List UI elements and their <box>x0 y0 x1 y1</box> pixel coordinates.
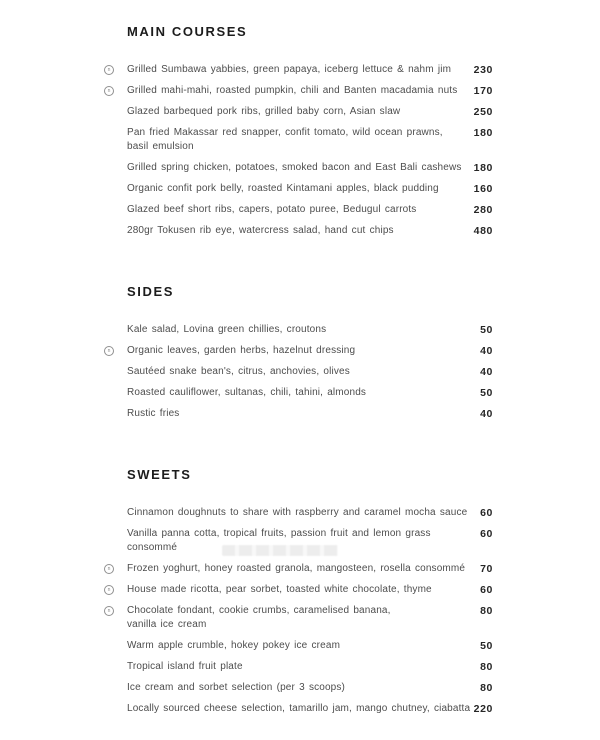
menu-section-sweets <box>107 467 493 716</box>
item-price: 250 <box>473 106 493 118</box>
menu-item <box>127 105 493 119</box>
menu-item <box>107 84 493 98</box>
item-description: Glazed beef short ribs, capers, potato puree, Bedugul carrots <box>127 204 417 215</box>
menu-item <box>107 562 493 576</box>
section-items <box>107 506 493 716</box>
dietary-icon-letter: n <box>107 66 111 73</box>
item-price: 40 <box>480 345 493 357</box>
section-title: MAIN COURSES <box>127 24 248 39</box>
item-price: 180 <box>473 162 493 174</box>
dietary-icon <box>104 65 114 75</box>
item-price: 60 <box>480 584 493 596</box>
menu-item <box>127 386 493 400</box>
item-description: Kale salad, Lovina green chillies, croutons <box>127 324 327 335</box>
menu-item <box>127 161 493 175</box>
menu-item <box>107 604 493 632</box>
item-price: 280 <box>473 204 493 216</box>
item-description: Rustic fries <box>127 408 180 419</box>
item-price: 80 <box>480 605 493 617</box>
dietary-icon <box>104 86 114 96</box>
menu-item <box>107 63 493 77</box>
menu-item <box>127 702 493 716</box>
item-price: 60 <box>480 528 493 540</box>
item-description: Pan fried Makassar red snapper, confit tomato, wild ocean prawns, basil emulsion <box>127 127 443 152</box>
section-title: SWEETS <box>127 467 192 482</box>
dietary-icon-letter: n <box>107 87 111 94</box>
section-items <box>107 323 493 421</box>
menu-item <box>127 224 493 238</box>
item-description: Grilled mahi-mahi, roasted pumpkin, chili and Banten macadamia nuts <box>127 85 458 96</box>
item-description: Grilled spring chicken, potatoes, smoked bacon and East Bali cashews <box>127 162 462 173</box>
item-price: 50 <box>480 640 493 652</box>
item-description: Warm apple crumble, hokey pokey ice cream <box>127 640 341 651</box>
menu-item <box>127 506 493 520</box>
item-price: 50 <box>480 387 493 399</box>
menu-item <box>107 583 493 597</box>
dietary-icon-letter: n <box>107 347 111 354</box>
menu-item <box>127 126 493 154</box>
item-description: 280gr Tokusen rib eye, watercress salad, hand cut chips <box>127 225 394 236</box>
item-price: 80 <box>480 661 493 673</box>
dietary-icon <box>104 564 114 574</box>
item-description: Frozen yoghurt, honey roasted granola, mangosteen, rosella consommé <box>127 563 466 574</box>
menu-item <box>127 660 493 674</box>
menu-item <box>127 365 493 379</box>
item-description: Vanilla panna cotta, tropical fruits, passion fruit and lemon grass consommé <box>127 528 431 553</box>
item-description: Glazed barbequed pork ribs, grilled baby corn, Asian slaw <box>127 106 401 117</box>
item-price: 180 <box>473 127 493 139</box>
dietary-icon <box>104 585 114 595</box>
item-description: Ice cream and sorbet selection (per 3 scoops) <box>127 682 346 693</box>
menu-item <box>127 323 493 337</box>
dietary-icon-letter: n <box>107 586 111 593</box>
item-price: 40 <box>480 366 493 378</box>
menu-item <box>127 681 493 695</box>
item-description: Sautéed snake bean's, citrus, anchovies, olives <box>127 366 350 377</box>
item-price: 220 <box>473 703 493 715</box>
item-description: House made ricotta, pear sorbet, toasted white chocolate, thyme <box>127 584 432 595</box>
item-price: 230 <box>473 64 493 76</box>
menu-section-main-courses <box>107 24 493 238</box>
menu-item <box>107 344 493 358</box>
item-description: Cinnamon doughnuts to share with raspberry and caramel mocha sauce <box>127 507 468 518</box>
menu-item <box>127 203 493 217</box>
menu-section-sides <box>107 284 493 421</box>
item-description: Roasted cauliflower, sultanas, chili, tahini, almonds <box>127 387 367 398</box>
item-price: 80 <box>480 682 493 694</box>
section-title: SIDES <box>127 284 175 299</box>
item-description: Organic confit pork belly, roasted Kintamani apples, black pudding <box>127 183 439 194</box>
item-description: Tropical island fruit plate <box>127 661 243 672</box>
dietary-icon <box>104 346 114 356</box>
dietary-icon-letter: n <box>107 565 111 572</box>
dietary-icon <box>104 606 114 616</box>
item-description: Locally sourced cheese selection, tamarillo jam, mango chutney, ciabatta <box>127 703 471 714</box>
item-description: Organic leaves, garden herbs, hazelnut dressing <box>127 345 356 356</box>
menu-item <box>127 639 493 653</box>
menu-item <box>127 182 493 196</box>
item-price: 170 <box>473 85 493 97</box>
item-description: Grilled Sumbawa yabbies, green papaya, iceberg lettuce & nahm jim <box>127 64 452 75</box>
item-price: 60 <box>480 507 493 519</box>
menu-item <box>127 407 493 421</box>
item-price: 70 <box>480 563 493 575</box>
item-price: 40 <box>480 408 493 420</box>
item-price: 480 <box>473 225 493 237</box>
item-description: Chocolate fondant, cookie crumbs, caramelised banana, vanilla ice cream <box>127 605 391 630</box>
dietary-icon-letter: n <box>107 607 111 614</box>
item-price: 160 <box>473 183 493 195</box>
item-price: 50 <box>480 324 493 336</box>
menu-item <box>127 527 493 555</box>
section-items <box>107 63 493 238</box>
menu <box>107 24 493 723</box>
